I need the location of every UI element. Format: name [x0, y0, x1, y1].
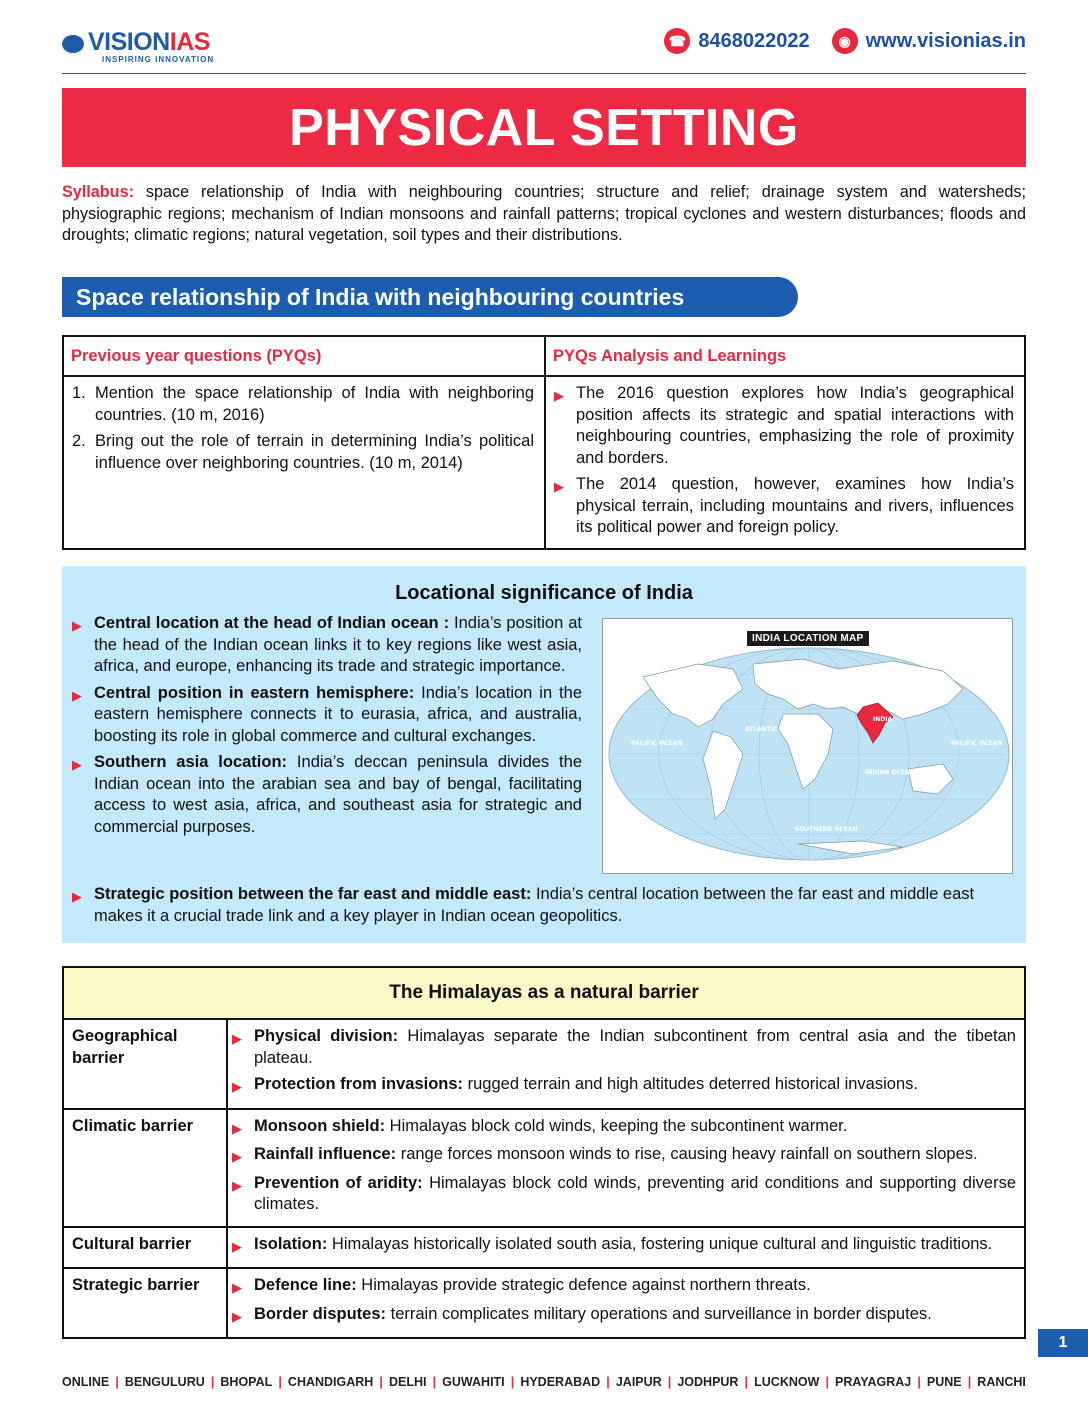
footer-city: BHOPAL: [220, 1375, 273, 1389]
himalayas-heading: The Himalayas as a natural barrier: [63, 967, 1025, 1019]
pacific-ocean-west-label: PACIFIC OCEAN: [631, 740, 683, 747]
title-banner: [62, 88, 1026, 167]
footer-city: LUCKNOW: [754, 1375, 820, 1389]
list-item: ▶ Strategic position between the far east and middle east: India’s central location between the far east and middle east makes it a crucial trade link and a key player in Indian ocean geopolitics.: [72, 884, 1012, 927]
bullet-arrow-icon: [232, 1173, 254, 1216]
analysis-column-header: PYQs Analysis and Learnings: [545, 336, 1025, 376]
globe-icon: ◉: [832, 28, 858, 54]
logo-tagline: INSPIRING INNOVATION: [102, 55, 215, 64]
bullet-arrow-icon: [232, 1234, 254, 1258]
contact-info: [664, 28, 1026, 54]
description-cell: [227, 1268, 1025, 1338]
analysis-cell: [545, 376, 1025, 549]
bullet-arrow-icon: [72, 683, 94, 748]
bullet-arrow-icon: [72, 884, 94, 927]
description-cell: [227, 1109, 1025, 1227]
bullet-arrow-icon: [232, 1144, 254, 1168]
bullet-arrow-icon: [232, 1304, 254, 1328]
footer-city: JAIPUR: [615, 1375, 662, 1389]
locational-heading: Locational significance of India: [395, 582, 693, 604]
list-item: 1. Mention the space relationship of India with neighboring countries. (10 m, 2016): [72, 384, 534, 424]
india-location-map: [602, 618, 1013, 874]
pacific-ocean-east-label: PACIFIC OCEAN: [951, 740, 1003, 747]
phone-number[interactable]: 8468022022: [698, 29, 810, 52]
bullet-arrow-icon: [232, 1275, 254, 1299]
list-item: ▶ Central location at the head of Indian ocean : India’s position at the head of the Indian ocean links it to key regions like west asia, africa, and europe, enhancing its trade and strategic importance.: [72, 613, 582, 678]
world-map-graphic: [603, 619, 1014, 875]
footer-city: GUWAHITI: [442, 1375, 505, 1389]
list-item: ▶ Physical division: Himalayas separate the Indian subcontinent from central asia and the tibetan plateau.: [232, 1026, 1016, 1069]
india-label: INDIA: [873, 716, 893, 723]
list-item: ▶ Defence line: Himalayas provide strategic defence against northern threats.: [232, 1275, 1016, 1299]
category-cell: Climatic barrier: [63, 1109, 227, 1227]
himalayas-table: [62, 966, 1026, 1339]
list-item: ▶ Rainfall influence: range forces monsoon winds to rise, causing heavy rainfall on southern slopes.: [232, 1144, 1016, 1168]
bullet-arrow-icon: [554, 474, 576, 539]
list-item: 2. Bring out the role of terrain in determining India’s political influence over neighboring countries. (10 m, 2014): [72, 432, 534, 472]
bullet-arrow-icon: [72, 752, 94, 838]
page-header: [62, 24, 1026, 74]
pyq-table: [62, 335, 1026, 550]
syllabus-paragraph: [62, 182, 1026, 247]
locational-wide-point: [72, 884, 1012, 927]
list-item: ▶ The 2014 question, however, examines how India’s physical terrain, including mountains and rivers, influences its political power and foreign policy.: [554, 474, 1014, 539]
footer-city: BENGULURU: [124, 1375, 205, 1389]
category-cell: Geographical barrier: [63, 1019, 227, 1109]
footer-city: JODHPUR: [677, 1375, 739, 1389]
list-item: ▶ Prevention of aridity: Himalayas block cold winds, preventing arid conditions and supporting diverse climates.: [232, 1173, 1016, 1216]
list-item: ▶ The 2016 question explores how India’s geographical position affects its strategic and spatial interactions with neighbouring countries, emphasizing the role of proximity and borders.: [554, 383, 1014, 469]
section-heading: Space relationship of India with neighbouring countries: [62, 277, 798, 317]
bullet-arrow-icon: [232, 1026, 254, 1069]
description-cell: [227, 1019, 1025, 1109]
footer-city: PUNE: [926, 1375, 962, 1389]
bullet-arrow-icon: [232, 1116, 254, 1140]
syllabus-label: Syllabus:: [62, 183, 134, 201]
bullet-arrow-icon: [554, 383, 576, 469]
visionias-logo[interactable]: [62, 28, 214, 64]
atlantic-ocean-label: ATLANTIC OCEAN: [745, 726, 803, 733]
pyq-column-header: Previous year questions (PYQs): [63, 336, 545, 376]
bullet-arrow-icon: [72, 613, 94, 678]
map-title-tag: INDIA LOCATION MAP: [747, 631, 869, 646]
page-number: 1: [1038, 1329, 1088, 1357]
page-title: PHYSICAL SETTING: [289, 98, 799, 157]
list-item: ▶ Monsoon shield: Himalayas block cold winds, keeping the subcontinent warmer.: [232, 1116, 1016, 1140]
category-cell: Cultural barrier: [63, 1227, 227, 1269]
list-item: ▶ Isolation: Himalayas historically isolated south asia, fostering unique cultural and linguistic traditions.: [232, 1234, 1016, 1258]
list-item: ▶ Central position in eastern hemisphere: India’s location in the eastern hemisphere connects it to eurasia, africa, and australia, boosting its role in global commerce and cultural exchanges.: [72, 683, 582, 748]
footer-city: DELHI: [389, 1375, 427, 1389]
footer-city: HYDERABAD: [520, 1375, 601, 1389]
list-item: ▶ Border disputes: terrain complicates military operations and surveillance in border disputes.: [232, 1304, 1016, 1328]
footer-city: RANCHI: [977, 1375, 1026, 1389]
description-cell: [227, 1227, 1025, 1269]
footer-city: PRAYAGRAJ: [835, 1375, 912, 1389]
phone-icon: ☎: [664, 28, 690, 54]
locational-significance-box: [62, 566, 1026, 943]
logo-text-ias: IAS: [169, 28, 210, 56]
indian-ocean-label: INDIAN OCEAN: [865, 769, 915, 776]
locational-points: [72, 613, 582, 843]
pyq-cell: [63, 376, 545, 549]
footer-city: ONLINE: [62, 1375, 110, 1389]
southern-ocean-label: SOUTHERN OCEAN: [795, 826, 858, 833]
logo-text-vision: VISION: [88, 28, 170, 56]
logo-mark-icon: [62, 35, 84, 53]
footer-cities: ONLINE | BENGULURU | BHOPAL | CHANDIGARH | DELHI | GUWAHITI | HYDERABAD | JAIPUR | JODHPUR | LUCKNOW | PRAYAGRAJ | PUNE | RANCHI: [62, 1375, 1026, 1389]
list-item: ▶ Southern asia location: India’s deccan peninsula divides the Indian ocean into the arabian sea and bay of bengal, facilitating access to west asia, africa, and southeast asia for strategic and commercial purposes.: [72, 752, 582, 838]
bullet-arrow-icon: [232, 1074, 254, 1098]
list-item: ▶ Protection from invasions: rugged terrain and high altitudes deterred historical invasions.: [232, 1074, 1016, 1098]
category-cell: Strategic barrier: [63, 1268, 227, 1338]
footer-city: CHANDIGARH: [287, 1375, 374, 1389]
website-link[interactable]: www.visionias.in: [865, 29, 1026, 52]
syllabus-text: space relationship of India with neighbouring countries; structure and relief; drainage system and watersheds; physiographic regions; mechanism of Indian monsoons and rainfall patterns; tropical cyclones and western disturbances; floods and droughts; climatic regions; natural vegetation, soil types and their distributions.: [62, 183, 1026, 244]
